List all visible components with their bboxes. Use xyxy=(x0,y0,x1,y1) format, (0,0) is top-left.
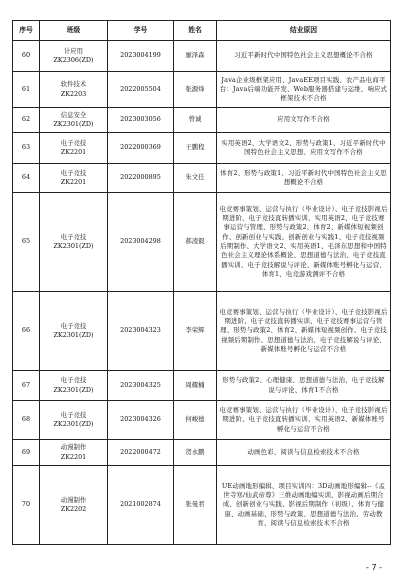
row-class xyxy=(40,133,108,164)
row-name: 朱文任 xyxy=(174,164,217,193)
row-reason: 电竞赛事策划、运营与执行（毕业设计）、电子竞技影视后期进阶、电子竞技直转播实训、实用英语2、新媒体账号孵化与运营不合格 xyxy=(217,401,391,440)
table-row xyxy=(13,164,391,193)
table-row xyxy=(13,466,391,545)
header-name: 姓名 xyxy=(174,21,217,41)
class-major: 动漫制作 xyxy=(60,495,87,504)
class-code: ZK2202 xyxy=(60,505,87,513)
row-class xyxy=(40,41,108,72)
row-name: 何峻德 xyxy=(174,401,217,440)
row-no: 60 xyxy=(13,41,40,72)
row-class xyxy=(40,371,108,401)
class-major: 软件技术 xyxy=(60,80,87,89)
row-reason: 习近平新时代中国特色社会主义思想概论不合格 xyxy=(217,41,391,72)
row-name: 王鹏程 xyxy=(174,133,217,164)
table-row xyxy=(13,41,391,72)
row-no: 61 xyxy=(13,72,40,108)
table-row xyxy=(13,440,391,466)
row-student-id: 2022000369 xyxy=(108,133,174,164)
page-number: - 7 - xyxy=(366,563,382,572)
class-major: 动漫制作 xyxy=(60,443,87,452)
table-row xyxy=(13,371,391,401)
row-reason: 电竞赛事策划、运营与执行（毕业设计）、电子竞技影视后期进阶、电子竞技直转播实训、实用英语2、电子竞技赛事运营与管理、形势与政策2、体育2、新媒体短视频创作、创新创业与实践、创新创业与实践1、电子竞技视频后期制作、大学语文2、实用英语1、毛泽东思想和中国特色社会主义理论体系概论、思想道德与法治、电子竞技直播实训、电子竞技解说与评论、新媒体账号孵化与运营、体育1、电竞游戏测评不合格 xyxy=(217,193,391,292)
row-reason: 实用英语2、大学语文2、形势与政策1、习近平新时代中国特色社会主义思想、应用文写作不合格 xyxy=(217,133,391,164)
row-student-id: 2023004325 xyxy=(108,371,174,401)
row-reason: 体育2、形势与政策1、习近平新时代中国特色社会主义思想概论不合格 xyxy=(217,164,391,193)
table-row xyxy=(13,108,391,133)
class-major: 计应用 xyxy=(63,46,84,55)
row-no: 62 xyxy=(13,108,40,133)
row-no: 66 xyxy=(13,292,40,371)
row-student-id: 2023003056 xyxy=(108,108,174,133)
row-name: 周耀楠 xyxy=(174,371,217,401)
class-major: 电子竞技 xyxy=(60,138,87,147)
class-code: ZK2306(ZD) xyxy=(53,56,94,64)
row-class xyxy=(40,164,108,193)
row-name: 贺永鹏 xyxy=(174,440,217,466)
row-reason: UE动画地形编辑、项目实训四：3D动画地形编辑--《孟世寺寒/仙武帝尊》三维动画地编实训、影视动画后期合成、创新创业与实践、影视后期制作（初级）、体育与健康、动画基础、形势与政策、思想道德与法治、劳动教育、阅读与信息检索技术不合格 xyxy=(217,466,391,545)
table-row xyxy=(13,292,391,371)
class-code: ZK2301(ZD) xyxy=(53,331,94,339)
row-class xyxy=(40,466,108,545)
row-reason: Java企业级框架应用、JavaEE项目实践、农产品电商平台：Java后端功能开发、Web服务器搭建与运维、响应式框架技术不合格 xyxy=(217,72,391,108)
row-reason: 动画色彩、阅读与信息检索技术不合格 xyxy=(217,440,391,466)
row-no: 64 xyxy=(13,164,40,193)
row-no: 69 xyxy=(13,440,40,466)
row-class xyxy=(40,193,108,292)
row-name: 廖泽森 xyxy=(174,41,217,72)
class-code: ZK2203 xyxy=(60,89,87,98)
header-student-id: 学号 xyxy=(108,21,174,41)
class-code: ZK2201 xyxy=(60,452,87,461)
row-name: 曾诚 xyxy=(174,108,217,133)
header-class: 班级 xyxy=(40,21,108,41)
row-student-id: 2022005504 xyxy=(108,72,174,108)
class-major: 电子竞技 xyxy=(60,321,87,330)
table-header-row xyxy=(13,21,391,41)
row-class xyxy=(40,292,108,371)
row-student-id: 2022000895 xyxy=(108,164,174,193)
row-student-id: 2022000472 xyxy=(108,440,174,466)
class-major: 电子竞技 xyxy=(60,168,87,177)
row-no: 67 xyxy=(13,371,40,401)
class-code: ZK2201 xyxy=(60,148,87,156)
row-student-id: 2023004298 xyxy=(108,193,174,292)
row-class xyxy=(40,440,108,466)
table-row xyxy=(13,401,391,440)
class-code: ZK2301(ZD) xyxy=(53,242,94,250)
row-name: 郝凌毅 xyxy=(174,193,217,292)
row-reason: 应用文写作不合格 xyxy=(217,108,391,133)
row-student-id: 2023004199 xyxy=(108,41,174,72)
class-major: 电子竞技 xyxy=(60,232,87,241)
class-major: 电子竞技 xyxy=(60,410,87,419)
class-code: ZK2301(ZD) xyxy=(53,385,94,394)
graduation-status-table xyxy=(12,20,391,545)
header-reason: 结业原因 xyxy=(217,21,391,41)
header-no: 序号 xyxy=(13,21,40,41)
class-code: ZK2301(ZD) xyxy=(53,420,94,428)
row-reason: 电竞赛事策划、运营与执行（毕业设计）、电子竞技影视后期进阶、电子竞技直转播实训、电子竞技赛事运营与管理、形势与政策2、体育2、新媒体短视频创作、电子竞技视频后期制作、思想道德与法治、电子竞技解说与评论、新媒体账号孵化与运营不合格 xyxy=(217,292,391,371)
row-name: 李荣辉 xyxy=(174,292,217,371)
table-row xyxy=(13,133,391,164)
class-code: ZK2301(ZD) xyxy=(53,120,94,128)
row-student-id: 2023004326 xyxy=(108,401,174,440)
row-reason: 形势与政策2、心理健康、思想道德与法治、电子竞技解说与评论、体育1不合格 xyxy=(217,371,391,401)
row-class xyxy=(40,401,108,440)
row-student-id: 2021002874 xyxy=(108,466,174,545)
row-name: 张曼君 xyxy=(174,466,217,545)
class-code: ZK2201 xyxy=(60,178,87,186)
row-class xyxy=(40,108,108,133)
row-no: 63 xyxy=(13,133,40,164)
class-major: 信息安全 xyxy=(60,110,87,119)
row-no: 70 xyxy=(13,466,40,545)
row-name: 张源烽 xyxy=(174,72,217,108)
row-no: 68 xyxy=(13,401,40,440)
row-no: 65 xyxy=(13,193,40,292)
row-class xyxy=(40,72,108,108)
table-row xyxy=(13,193,391,292)
class-major: 电子竞技 xyxy=(60,376,87,385)
table-row xyxy=(13,72,391,108)
row-student-id: 2023004323 xyxy=(108,292,174,371)
